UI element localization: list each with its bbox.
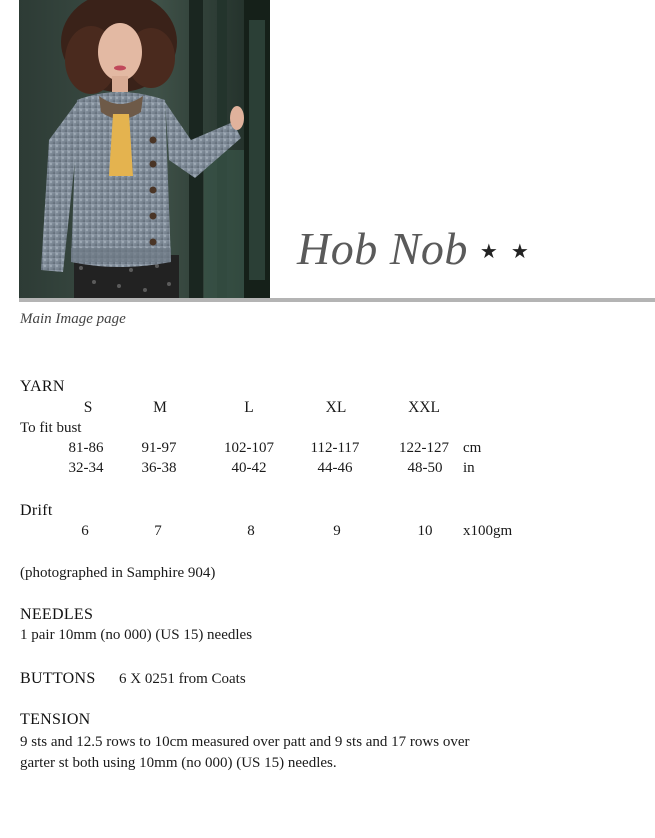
needles-text: 1 pair 10mm (no 000) (US 15) needles: [20, 627, 253, 643]
yarn-name: Drift: [20, 502, 53, 519]
bust-in-unit: in: [463, 460, 475, 476]
bust-cm-m: 91-97: [141, 440, 177, 456]
title-rule: [19, 298, 655, 302]
bust-in-xl: 44-46: [317, 460, 353, 476]
difficulty-stars: ★ ★: [479, 241, 533, 263]
qty-xl: 9: [333, 523, 341, 539]
yarn-heading: YARN: [20, 378, 65, 395]
bust-in-xxl: 48-50: [407, 460, 443, 476]
tension-line-1: 9 sts and 12.5 rows to 10cm measured over patt and 9 sts and 17 rows over: [20, 734, 470, 750]
photographed-note: (photographed in Samphire 904): [20, 565, 216, 581]
bust-cm-s: 81-86: [68, 440, 104, 456]
size-l: L: [244, 399, 254, 416]
buttons-heading: BUTTONS: [20, 670, 96, 687]
pattern-title: Hob Nob: [297, 223, 468, 274]
qty-s: 6: [81, 523, 89, 539]
tension-line-2: garter st both using 10mm (no 000) (US 15) needles.: [20, 755, 337, 771]
fit-label: To fit bust: [20, 420, 82, 436]
bust-cm-l: 102-107: [224, 440, 274, 456]
qty-xxl: 10: [417, 523, 433, 539]
bust-in-l: 40-42: [231, 460, 267, 476]
pattern-title-block: [297, 222, 533, 275]
size-xxl: XXL: [408, 399, 440, 416]
size-s: S: [83, 399, 93, 416]
image-caption: Main Image page: [20, 311, 126, 327]
bust-cm-unit: cm: [463, 440, 482, 456]
photo-illustration: [19, 0, 270, 299]
tension-heading: TENSION: [20, 711, 91, 728]
bust-in-s: 32-34: [68, 460, 104, 476]
qty-unit: x100gm: [463, 523, 513, 539]
main-photo: [19, 0, 270, 299]
bust-in-m: 36-38: [141, 460, 177, 476]
size-xl: XL: [325, 399, 347, 416]
size-m: M: [153, 399, 167, 416]
qty-m: 7: [154, 523, 162, 539]
buttons-text: 6 X 0251 from Coats: [119, 671, 246, 687]
needles-heading: NEEDLES: [20, 606, 94, 623]
qty-l: 8: [247, 523, 255, 539]
bust-cm-xxl: 122-127: [399, 440, 449, 456]
bust-cm-xl: 112-117: [310, 440, 360, 456]
